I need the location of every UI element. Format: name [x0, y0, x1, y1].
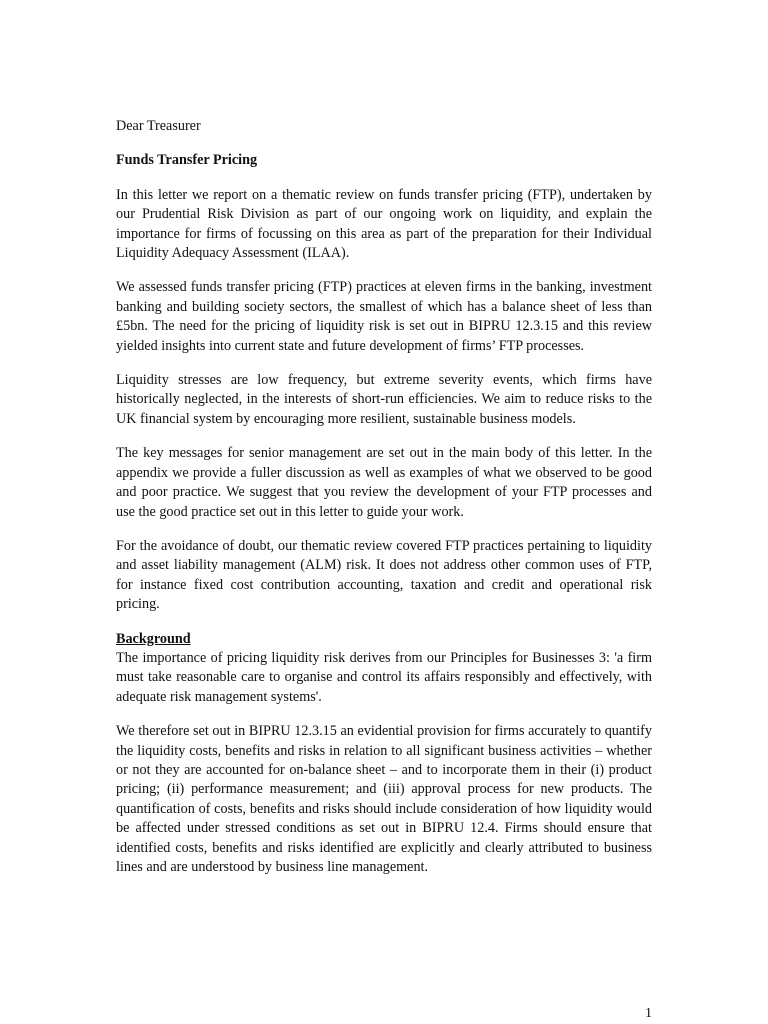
page-number: 1 — [645, 1006, 652, 1021]
paragraph-assessment: We assessed funds transfer pricing (FTP) practices at eleven firms in the banking, investment banking and building society sectors, the smallest of which has a balance sheet of less than £5bn. The need for the pricing of liquidity risk is set out in BIPRU 12.3.15 and this review yielded insights into current state and future development of firms’ FTP processes. — [116, 279, 652, 354]
paragraph-background-body: We therefore set out in BIPRU 12.3.15 an evidential provision for firms accurately to quantify the liquidity costs, benefits and risks in relation to all significant business activities – whether or not they are accounted for on-balance sheet – and to incorporate them in their (i) product pricing; (ii) performance measurement; and (iii) approval process for new products. The quantification of costs, benefits and risks should include consideration of how liquidity would be affected under stressed conditions as set out in BIPRU 12.4. Firms should ensure that identified costs, benefits and risks identified are explicitly and clearly attributed to business lines and are understood by business line management. — [116, 723, 652, 875]
paragraph-scope: For the avoidance of doubt, our thematic review covered FTP practices pertaining to liquidity and asset liability management (ALM) risk. It does not address other common uses of FTP, for instance fixed cost contribution accounting, taxation and credit and operational risk pricing. — [116, 537, 652, 613]
paragraph-background-intro: The importance of pricing liquidity risk derives from our Principles for Businesses 3: 'a firm must take reasonable care to organise and control its affairs responsibly and effectively, with adequate risk management systems'. — [116, 649, 652, 705]
letter-subject: Funds Transfer Pricing — [116, 152, 258, 169]
paragraph-liquidity-stresses: Liquidity stresses are low frequency, but extreme severity events, which firms have historically neglected, in the interests of short-run efficiencies. We aim to reduce risks to the UK financial system by encouraging more resilient, sustainable business models. — [116, 372, 652, 427]
letter-body — [116, 117, 652, 892]
paragraph-intro: In this letter we report on a thematic review on funds transfer pricing (FTP), undertaken by our Prudential Risk Division as part of our ongoing work on liquidity, and explain the importance for firms of focussing on this area as part of the preparation for their Individual Liquidity Adequacy Assessment (ILAA). — [116, 186, 652, 262]
section-heading-background: Background — [116, 630, 191, 647]
paragraph-key-messages: The key messages for senior management are set out in the main body of this letter. In the appendix we provide a fuller discussion as well as examples of what we observed to be good and poor practice. We suggest that you review the development of your FTP processes and use the good practice set out in this letter to guide your work. — [116, 445, 652, 520]
salutation: Dear Treasurer — [116, 118, 201, 134]
